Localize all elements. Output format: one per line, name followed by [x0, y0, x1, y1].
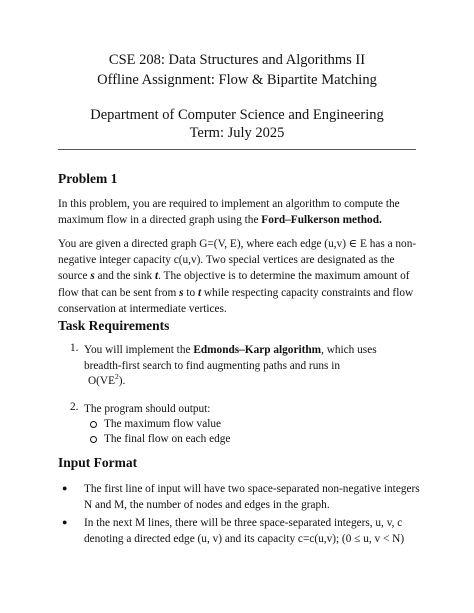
- sink-symbol: t: [197, 286, 202, 299]
- source-symbol: s: [90, 270, 95, 283]
- bullet-icon: ●: [62, 483, 68, 493]
- task-heading: Task Requirements: [58, 318, 170, 333]
- algorithm-name: Edmonds–Karp algorithm: [193, 344, 322, 356]
- course-title: CSE 208: Data Structures and Algorithms II: [108, 52, 366, 68]
- assignment-title: Offline Assignment: Flow & Bipartite Matching: [97, 72, 377, 88]
- bullet-icon: ●: [62, 517, 68, 527]
- item-number: 1.: [70, 342, 79, 354]
- input-item-1: The first line of input will have two space-separated non-negative integers N and M, the number of nodes and edges in the graph.: [84, 483, 420, 511]
- item-text: You will implement the: [84, 344, 194, 356]
- complexity: [88, 373, 125, 389]
- item-text: , which uses breadth-first search to find augmenting paths and runs in: [84, 344, 377, 372]
- hollow-bullet-icon: [90, 421, 97, 428]
- problem-description: [58, 236, 420, 317]
- output-item-2: The final flow on each edge: [104, 433, 231, 445]
- input-item-2-line2: denoting a directed edge (u, v) and its capacity c=c(u,v); (0 ≤ u, v < N): [84, 533, 405, 545]
- complexity-end: ).: [118, 375, 126, 387]
- sink-symbol: t: [154, 270, 159, 283]
- hollow-bullet-icon: [90, 436, 97, 443]
- task-item-2: The program should output:: [84, 403, 211, 415]
- intro-text: In this problem, you are required to implement an algorithm to compute the maximum flow in a directed graph using the: [58, 198, 400, 227]
- problem-heading: Problem 1: [58, 171, 118, 186]
- desc-part: You are given a directed graph G=(V, E), where each edge (u,v) ∈ E has a non-negative integer capacity c(u,v). Two special vertices are designated as the source: [58, 238, 417, 283]
- header-divider: [58, 149, 416, 150]
- desc-part: while respecting capacity constraints and flow conservation at intermediate vertices.: [58, 286, 414, 315]
- intro-method: Ford–Fulkerson method.: [261, 214, 382, 227]
- task-item-1: [84, 342, 384, 374]
- desc-part: . The objective is to determine the maximum amount of flow that can be sent from: [58, 270, 410, 299]
- output-item-1: The maximum flow value: [104, 418, 222, 430]
- input-item-2-line1: In the next M lines, there will be three space-separated integers, u, v, c: [84, 517, 403, 529]
- complexity-exponent: 2: [114, 372, 119, 382]
- problem-intro: [58, 196, 420, 228]
- complexity-base: O(VE: [88, 375, 115, 387]
- term: Term: July 2025: [189, 125, 285, 141]
- item-number: 2.: [70, 401, 79, 413]
- input-heading: Input Format: [58, 455, 138, 470]
- department-name: Department of Computer Science and Engineering: [90, 107, 384, 123]
- source-symbol: s: [179, 286, 184, 299]
- desc-part: and the sink: [94, 270, 155, 283]
- desc-part: to: [183, 286, 198, 299]
